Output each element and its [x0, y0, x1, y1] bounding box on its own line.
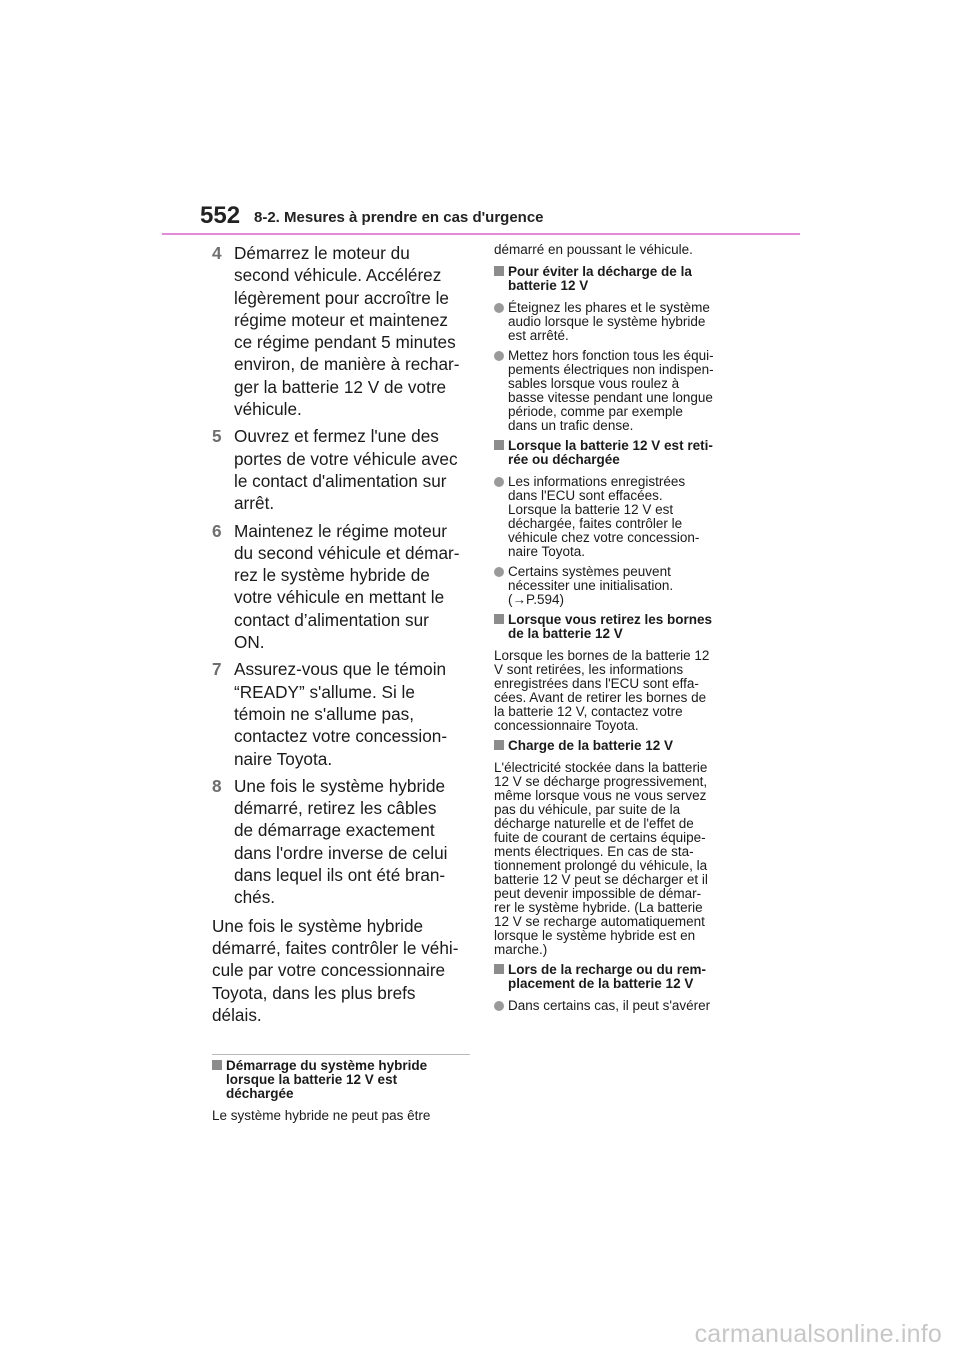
subheading-hybrid-start [212, 1059, 470, 1101]
line: sables lorsque vous roulez à [508, 376, 680, 391]
watermark: carmanualsonline.info [694, 1320, 942, 1348]
paragraph [494, 761, 758, 957]
line: second véhicule. Accélérez [234, 265, 442, 286]
line: Certains systèmes peuvent [508, 564, 671, 579]
line: Une fois le système hybride [234, 775, 446, 796]
line: légèrement pour accroître le [234, 287, 449, 308]
continued-text: démarré en poussant le véhicule. [494, 242, 693, 257]
round-bullet-icon [494, 303, 504, 313]
heading-recharge-replace [494, 963, 758, 991]
line: cule par votre concessionnaire [212, 960, 446, 981]
line: démarré, retirez les câbles [234, 798, 437, 819]
heading-battery-removed [494, 439, 758, 467]
section-title: 8-2. Mesures à prendre en cas d'urgence [254, 209, 544, 226]
line: 12 V se décharge progressivement, [494, 774, 708, 789]
page-number: 552 [200, 202, 241, 229]
line: de la batterie 12 V [508, 626, 623, 641]
line: contactez votre concession- [234, 726, 448, 747]
line: naire Toyota. [234, 748, 333, 769]
step-number: 4 [212, 243, 222, 263]
heading-battery-charge [494, 739, 758, 753]
line: Les informations enregistrées [508, 474, 686, 489]
line: 12 V se recharge automatiquement [494, 914, 705, 929]
step-number: 7 [212, 659, 222, 680]
round-bullet-icon [494, 477, 504, 487]
line: Ouvrez et fermez l'une des [234, 426, 439, 447]
subheading-text: Le système hybride ne peut pas être [212, 1108, 431, 1124]
line: V sont retirées, les informations [494, 662, 684, 677]
bullet-item [494, 999, 758, 1013]
line: délais. [212, 1004, 262, 1025]
line: dans l'ordre inverse de celui [234, 842, 448, 863]
line: audio lorsque le système hybride [508, 314, 706, 329]
line: (→P.594) [508, 592, 565, 607]
line: batterie 12 V [508, 278, 589, 293]
square-bullet-icon [494, 266, 504, 276]
line: Dans certains cas, il peut s'avérer [508, 998, 711, 1013]
line: naire Toyota. [508, 544, 586, 559]
heading-remove-terminals [494, 613, 758, 641]
line: “READY” s'allume. Si le [234, 681, 415, 702]
line: batterie 12 V peut se décharger et il [494, 872, 708, 887]
line: lorsque la batterie 12 V est [226, 1072, 398, 1088]
line: est arrêté. [508, 328, 569, 343]
line: rée ou déchargée [508, 452, 620, 467]
line: ger la batterie 12 V de votre [234, 376, 447, 397]
line: lorsque le système hybride est en [494, 928, 696, 943]
line: la batterie 12 V, contactez votre [494, 704, 683, 719]
bullet-item [494, 565, 758, 607]
line: Charge de la batterie 12 V [508, 738, 674, 753]
square-bullet-icon [494, 440, 504, 450]
line: déchargée [226, 1086, 294, 1102]
line: décharge naturelle et de l'effet de [494, 816, 694, 831]
line: marche.) [494, 942, 548, 957]
heading-avoid-discharge [494, 265, 758, 293]
left-column [212, 242, 470, 1123]
line: véhicule. [234, 399, 302, 420]
line: dans l'ECU sont effacées. [508, 488, 663, 503]
line: portes de votre véhicule avec [234, 448, 458, 469]
line: régime moteur et maintenez [234, 309, 448, 330]
bullet-item [494, 301, 758, 343]
step-6 [212, 520, 470, 654]
line: ON. [234, 632, 265, 653]
line: L'électricité stockée dans la batterie [494, 760, 708, 775]
line: dans un trafic dense. [508, 418, 634, 433]
line: arrêt. [234, 493, 275, 514]
closing-paragraph [212, 915, 470, 1026]
line: Toyota, dans les plus brefs [212, 982, 416, 1003]
round-bullet-icon [494, 351, 504, 361]
line: chés. [234, 887, 276, 908]
header-divider [162, 233, 800, 235]
bullet-item [494, 475, 758, 559]
line: fuite de courant de certains équipe- [494, 830, 706, 845]
line: Mettez hors fonction tous les équi- [508, 348, 714, 363]
square-bullet-icon [494, 964, 504, 974]
line: Pour éviter la décharge de la [508, 264, 692, 279]
line: déchargée, faites contrôler le [508, 516, 683, 531]
round-bullet-icon [494, 567, 504, 577]
line: pas du véhicule, par suite de la [494, 802, 681, 817]
line: basse vitesse pendant une longue [508, 390, 713, 405]
line: Lors de la recharge ou du rem- [508, 962, 707, 977]
line: peut devenir impossible de démar- [494, 886, 702, 901]
step-number: 6 [212, 520, 222, 541]
line: Lorsque les bornes de la batterie 12 [494, 648, 710, 663]
line: de démarrage exactement [234, 820, 435, 841]
line: enregistrées dans l'ECU sont effa- [494, 676, 699, 691]
line: Une fois le système hybride [212, 915, 424, 936]
step-8 [212, 775, 470, 909]
step-7 [212, 658, 470, 769]
line: Lorsque la batterie 12 V est reti- [508, 438, 713, 453]
line: votre véhicule en mettant le [234, 587, 445, 608]
line: Démarrez le moteur du [234, 243, 410, 263]
bullet-item [494, 349, 758, 433]
step-4 [212, 242, 470, 420]
line: Éteignez les phares et le système [508, 300, 710, 315]
line: dans lequel ils ont été bran- [234, 865, 446, 886]
line: Lorsque vous retirez les bornes [508, 612, 713, 627]
paragraph [494, 649, 758, 733]
line: nécessiter une initialisation. [508, 578, 674, 593]
line: Démarrage du système hybride [226, 1058, 428, 1074]
line: ments électriques. En cas de sta- [494, 844, 694, 859]
line: le contact d'alimentation sur [234, 470, 447, 491]
line: pements électriques non indispen- [508, 362, 714, 377]
line: contact d’alimentation sur [234, 609, 429, 630]
line: du second véhicule et démar- [234, 542, 460, 563]
line: Lorsque la batterie 12 V est [508, 502, 674, 517]
line: véhicule chez votre concession- [508, 530, 700, 545]
round-bullet-icon [494, 1001, 504, 1011]
line: cées. Avant de retirer les bornes de [494, 690, 707, 705]
line: période, comme par exemple [508, 404, 683, 419]
square-bullet-icon [494, 740, 504, 750]
line: ce régime pendant 5 minutes [234, 332, 456, 353]
square-bullet-icon [494, 614, 504, 624]
line: tionnement prolongé du véhicule, la [494, 858, 708, 873]
section-divider [212, 1054, 470, 1055]
step-number: 5 [212, 426, 222, 447]
step-5 [212, 425, 470, 514]
line: placement de la batterie 12 V [508, 976, 694, 991]
step-number: 8 [212, 775, 222, 796]
line: témoin ne s'allume pas, [234, 703, 415, 724]
line: Assurez-vous que le témoin [234, 659, 447, 680]
line: concessionnaire Toyota. [494, 718, 639, 733]
line: environ, de manière à rechar- [234, 354, 460, 375]
line: démarré, faites contrôler le véhi- [212, 937, 459, 958]
line: Maintenez le régime moteur [234, 520, 448, 541]
line: rez le système hybride de [234, 565, 430, 586]
line: même lorsque vous ne vous servez [494, 788, 707, 803]
square-bullet-icon [212, 1060, 222, 1070]
right-column [494, 243, 758, 1013]
line: rer le système hybride. (La batterie [494, 900, 703, 915]
page-header [200, 200, 800, 236]
